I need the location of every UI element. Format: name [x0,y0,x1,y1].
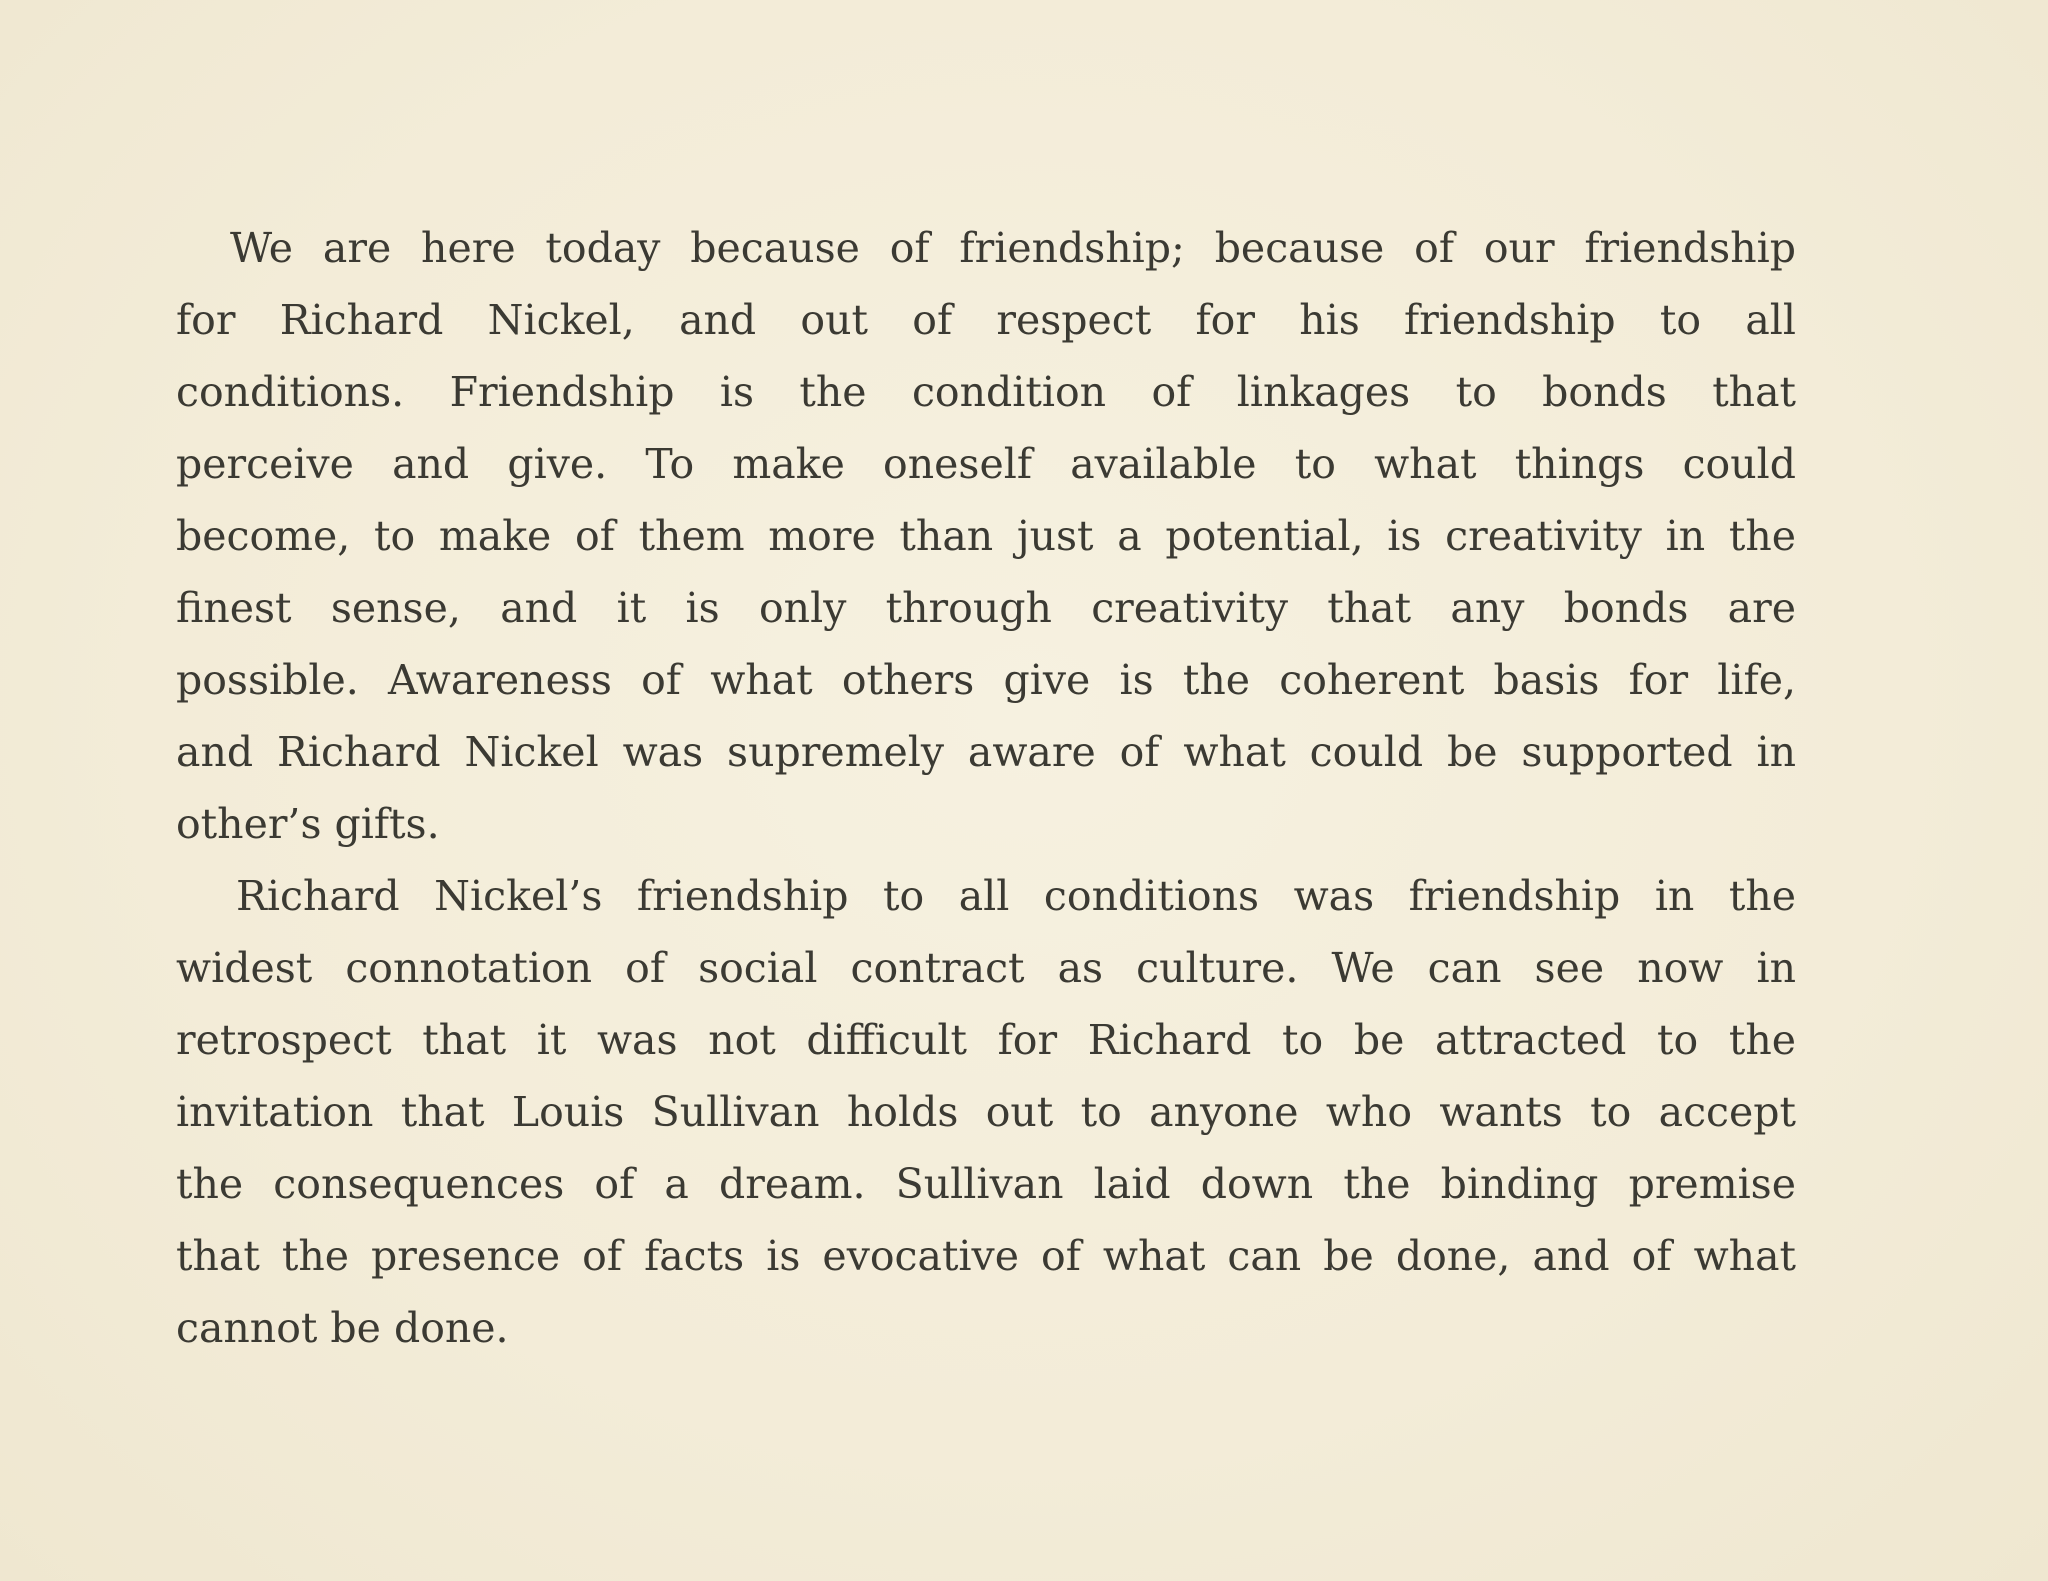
text-line: We are here today because of friendship; because of our friendship [230,224,1796,272]
text-line: perceive and give. To make oneself available to what things could [176,440,1796,488]
text-line: for Richard Nickel, and out of respect for his friendship to all [176,296,1796,344]
text-line: Richard Nickel’s friendship to all conditions was friendship in the [236,872,1796,920]
text-line: finest sense, and it is only through creativity that any bonds are [176,584,1796,632]
text-line: and Richard Nickel was supremely aware of what could be supported in [176,728,1796,776]
body-text [176,212,1796,1364]
text-line: retrospect that it was not difficult for Richard to be attracted to the [176,1016,1796,1064]
text-line: possible. Awareness of what others give is the coherent basis for life, [176,656,1796,704]
text-line: the consequences of a dream. Sullivan laid down the binding premise [176,1160,1796,1208]
text-line: that the presence of facts is evocative of what can be done, and of what [176,1232,1796,1280]
text-line: other’s gifts. [176,800,440,848]
text-line: conditions. Friendship is the condition of linkages to bonds that [176,368,1796,416]
text-line: become, to make of them more than just a potential, is creativity in the [176,512,1796,560]
paragraph-1 [176,212,1796,860]
text-line: cannot be done. [176,1304,509,1352]
paragraph-2 [176,860,1796,1364]
text-line: invitation that Louis Sullivan holds out to anyone who wants to accept [176,1088,1796,1136]
text-line: widest connotation of social contract as culture. We can see now in [176,944,1796,992]
